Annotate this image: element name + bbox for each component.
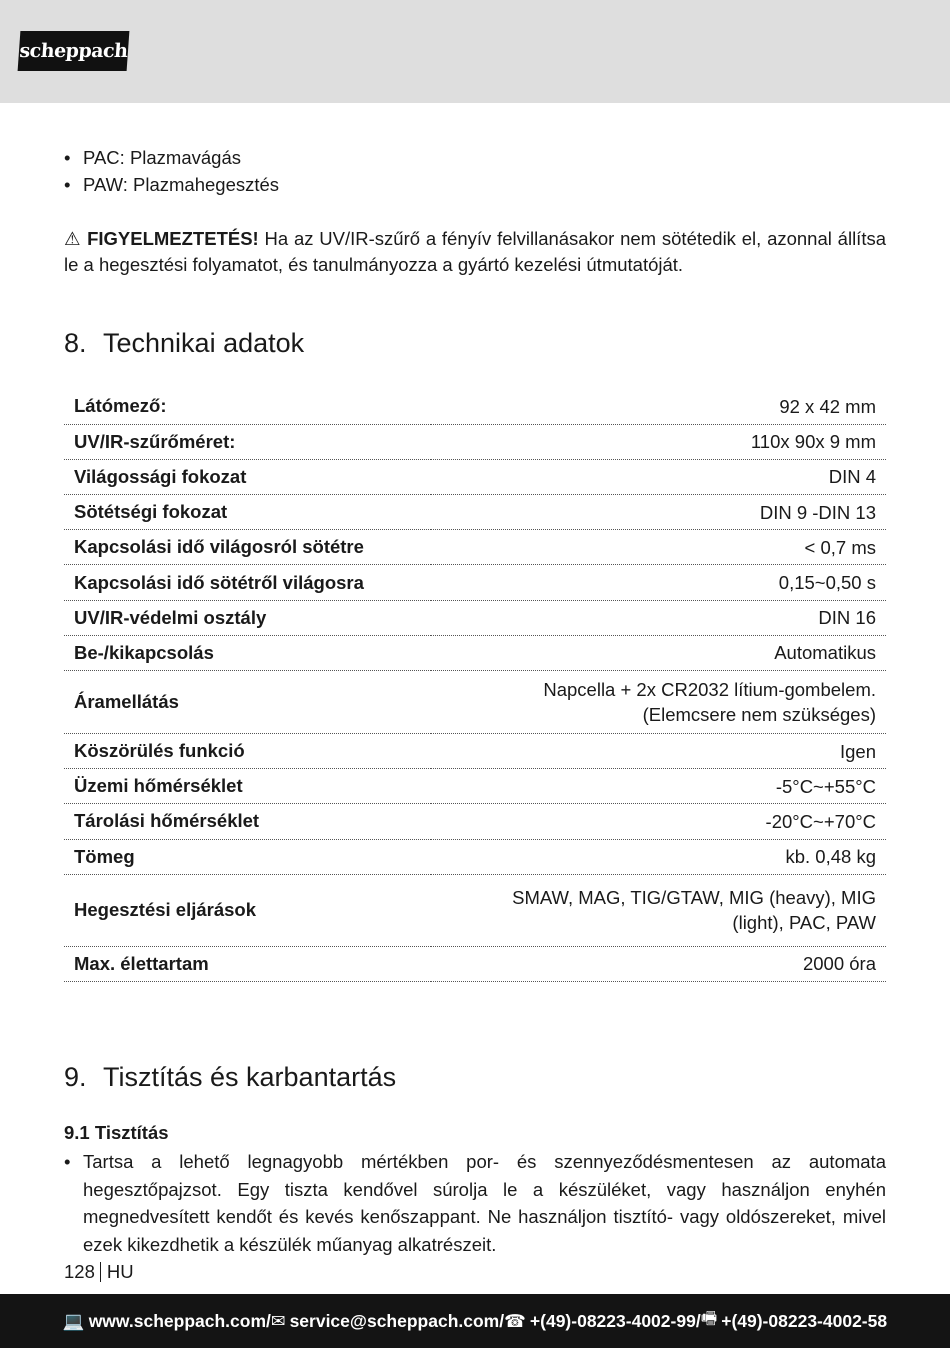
- spec-label: Áramellátás: [64, 671, 431, 734]
- page-header: [0, 0, 950, 103]
- footer-phone[interactable]: +(49)-08223-4002-99: [529, 1310, 696, 1331]
- spec-label: Tömeg: [64, 839, 431, 874]
- spec-value: -20°C~+70°C: [431, 804, 886, 839]
- page-language: HU: [106, 1261, 134, 1282]
- footer-separator: /: [266, 1310, 271, 1331]
- spec-value: [431, 874, 886, 946]
- table-row: [64, 946, 886, 981]
- table-row: [64, 769, 886, 804]
- table-row: [64, 874, 886, 946]
- spec-value: DIN 16: [431, 600, 886, 635]
- page-number: [64, 1261, 134, 1283]
- spec-label: Világossági fokozat: [64, 459, 431, 494]
- section-number: 8.: [64, 328, 87, 358]
- spec-value-line: (Elemcsere nem szükséges): [642, 704, 876, 725]
- process-abbreviation-list: [64, 144, 279, 198]
- footer-separator: /: [695, 1310, 701, 1331]
- spec-label: Be-/kikapcsolás: [64, 635, 431, 670]
- spec-value: DIN 4: [431, 459, 886, 494]
- table-row: [64, 635, 886, 670]
- spec-value: 0,15~0,50 s: [431, 565, 886, 600]
- contact-footer: [0, 1294, 950, 1348]
- footer-separator: /: [499, 1310, 505, 1331]
- table-row: [64, 804, 886, 839]
- spec-value: < 0,7 ms: [431, 530, 886, 565]
- warning-label: FIGYELMEZTETÉS!: [87, 228, 259, 249]
- page-number-value: 128: [64, 1261, 95, 1282]
- spec-value: DIN 9 -DIN 13: [431, 495, 886, 530]
- spec-value: [431, 671, 886, 734]
- table-row: [64, 530, 886, 565]
- spec-value-line: Napcella + 2x CR2032 lítium-gombelem.: [543, 679, 876, 700]
- spec-value-line: (light), PAC, PAW: [732, 912, 876, 934]
- cleaning-instructions-list: [64, 1148, 886, 1258]
- envelope-icon: ✉: [270, 1310, 286, 1331]
- spec-label: Látómező:: [64, 389, 431, 424]
- section-number: 9.: [64, 1062, 87, 1092]
- spec-label: UV/IR-szűrőméret:: [64, 424, 431, 459]
- spec-value: 2000 óra: [431, 946, 886, 981]
- section-heading-cleaning-maintenance: [64, 1062, 396, 1093]
- spec-label: Max. élettartam: [64, 946, 431, 981]
- footer-fax[interactable]: +(49)-08223-4002-58: [721, 1310, 888, 1331]
- table-row: [64, 424, 886, 459]
- table-row: [64, 565, 886, 600]
- table-row: [64, 839, 886, 874]
- table-row: [64, 459, 886, 494]
- table-row: [64, 600, 886, 635]
- list-item: • Tartsa a lehető legnagyobb mértékben por- és szennyeződésmentesen az automata hegesztőpajzsot. Egy tiszta kendővel súrolja le a készüléket, vagy használjon enyhén megnedvesített kendőt és kevés kenőszappant. Ne használjon tisztító- vagy oldószereket, mivel ezek kikezdhetik a készülék műanyag alkatrészeit.: [64, 1148, 886, 1258]
- spec-label: UV/IR-védelmi osztály: [64, 600, 431, 635]
- table-row: [64, 671, 886, 734]
- spec-value: Automatikus: [431, 635, 886, 670]
- fax-icon: 🖷: [700, 1308, 718, 1328]
- section-title: Tisztítás és karbantartás: [103, 1062, 397, 1092]
- spec-value: -5°C~+55°C: [431, 769, 886, 804]
- footer-email[interactable]: service@scheppach.com: [289, 1310, 500, 1331]
- spec-label: Üzemi hőmérséklet: [64, 769, 431, 804]
- warning-paragraph: [64, 226, 886, 278]
- spec-label: Kapcsolási idő világosról sötétre: [64, 530, 431, 565]
- page-number-divider: [100, 1262, 101, 1282]
- subsection-heading-cleaning: 9.1 Tisztítás: [64, 1122, 169, 1143]
- table-row: [64, 389, 886, 424]
- warning-triangle-icon: ⚠: [64, 228, 82, 249]
- scheppach-logo[interactable]: scheppach: [18, 31, 130, 71]
- spec-value: kb. 0,48 kg: [431, 839, 886, 874]
- telephone-icon: ☎: [504, 1310, 526, 1331]
- spec-value: 92 x 42 mm: [431, 389, 886, 424]
- warning-text: Ha az UV/IR-szűrő a fényív felvillanásakor nem sötétedik el, azonnal állítsa le a hegesztési folyamatot, és tanulmányozza a gyártó kezelési útmutatóját.: [64, 228, 887, 275]
- spec-label: Kapcsolási idő sötétről világosra: [64, 565, 431, 600]
- list-item: • PAW: Plazmahegesztés: [64, 171, 279, 198]
- section-title: Technikai adatok: [103, 328, 305, 358]
- spec-label: Tárolási hőmérséklet: [64, 804, 431, 839]
- spec-label: Hegesztési eljárások: [64, 874, 431, 946]
- technical-data-table: [64, 389, 886, 982]
- footer-website[interactable]: www.scheppach.com: [88, 1310, 267, 1331]
- section-heading-technical-data: [64, 328, 304, 359]
- list-item: • PAC: Plazmavágás: [64, 144, 279, 171]
- spec-value: 110x 90x 9 mm: [431, 424, 886, 459]
- spec-label: Sötétségi fokozat: [64, 495, 431, 530]
- table-row: [64, 734, 886, 769]
- spec-value-line: SMAW, MAG, TIG/GTAW, MIG (heavy), MIG: [512, 887, 876, 909]
- table-row: [64, 495, 886, 530]
- laptop-icon: 💻: [62, 1310, 85, 1331]
- technical-data-table-body: [64, 389, 886, 981]
- spec-label: Köszörülés funkció: [64, 734, 431, 769]
- spec-value: Igen: [431, 734, 886, 769]
